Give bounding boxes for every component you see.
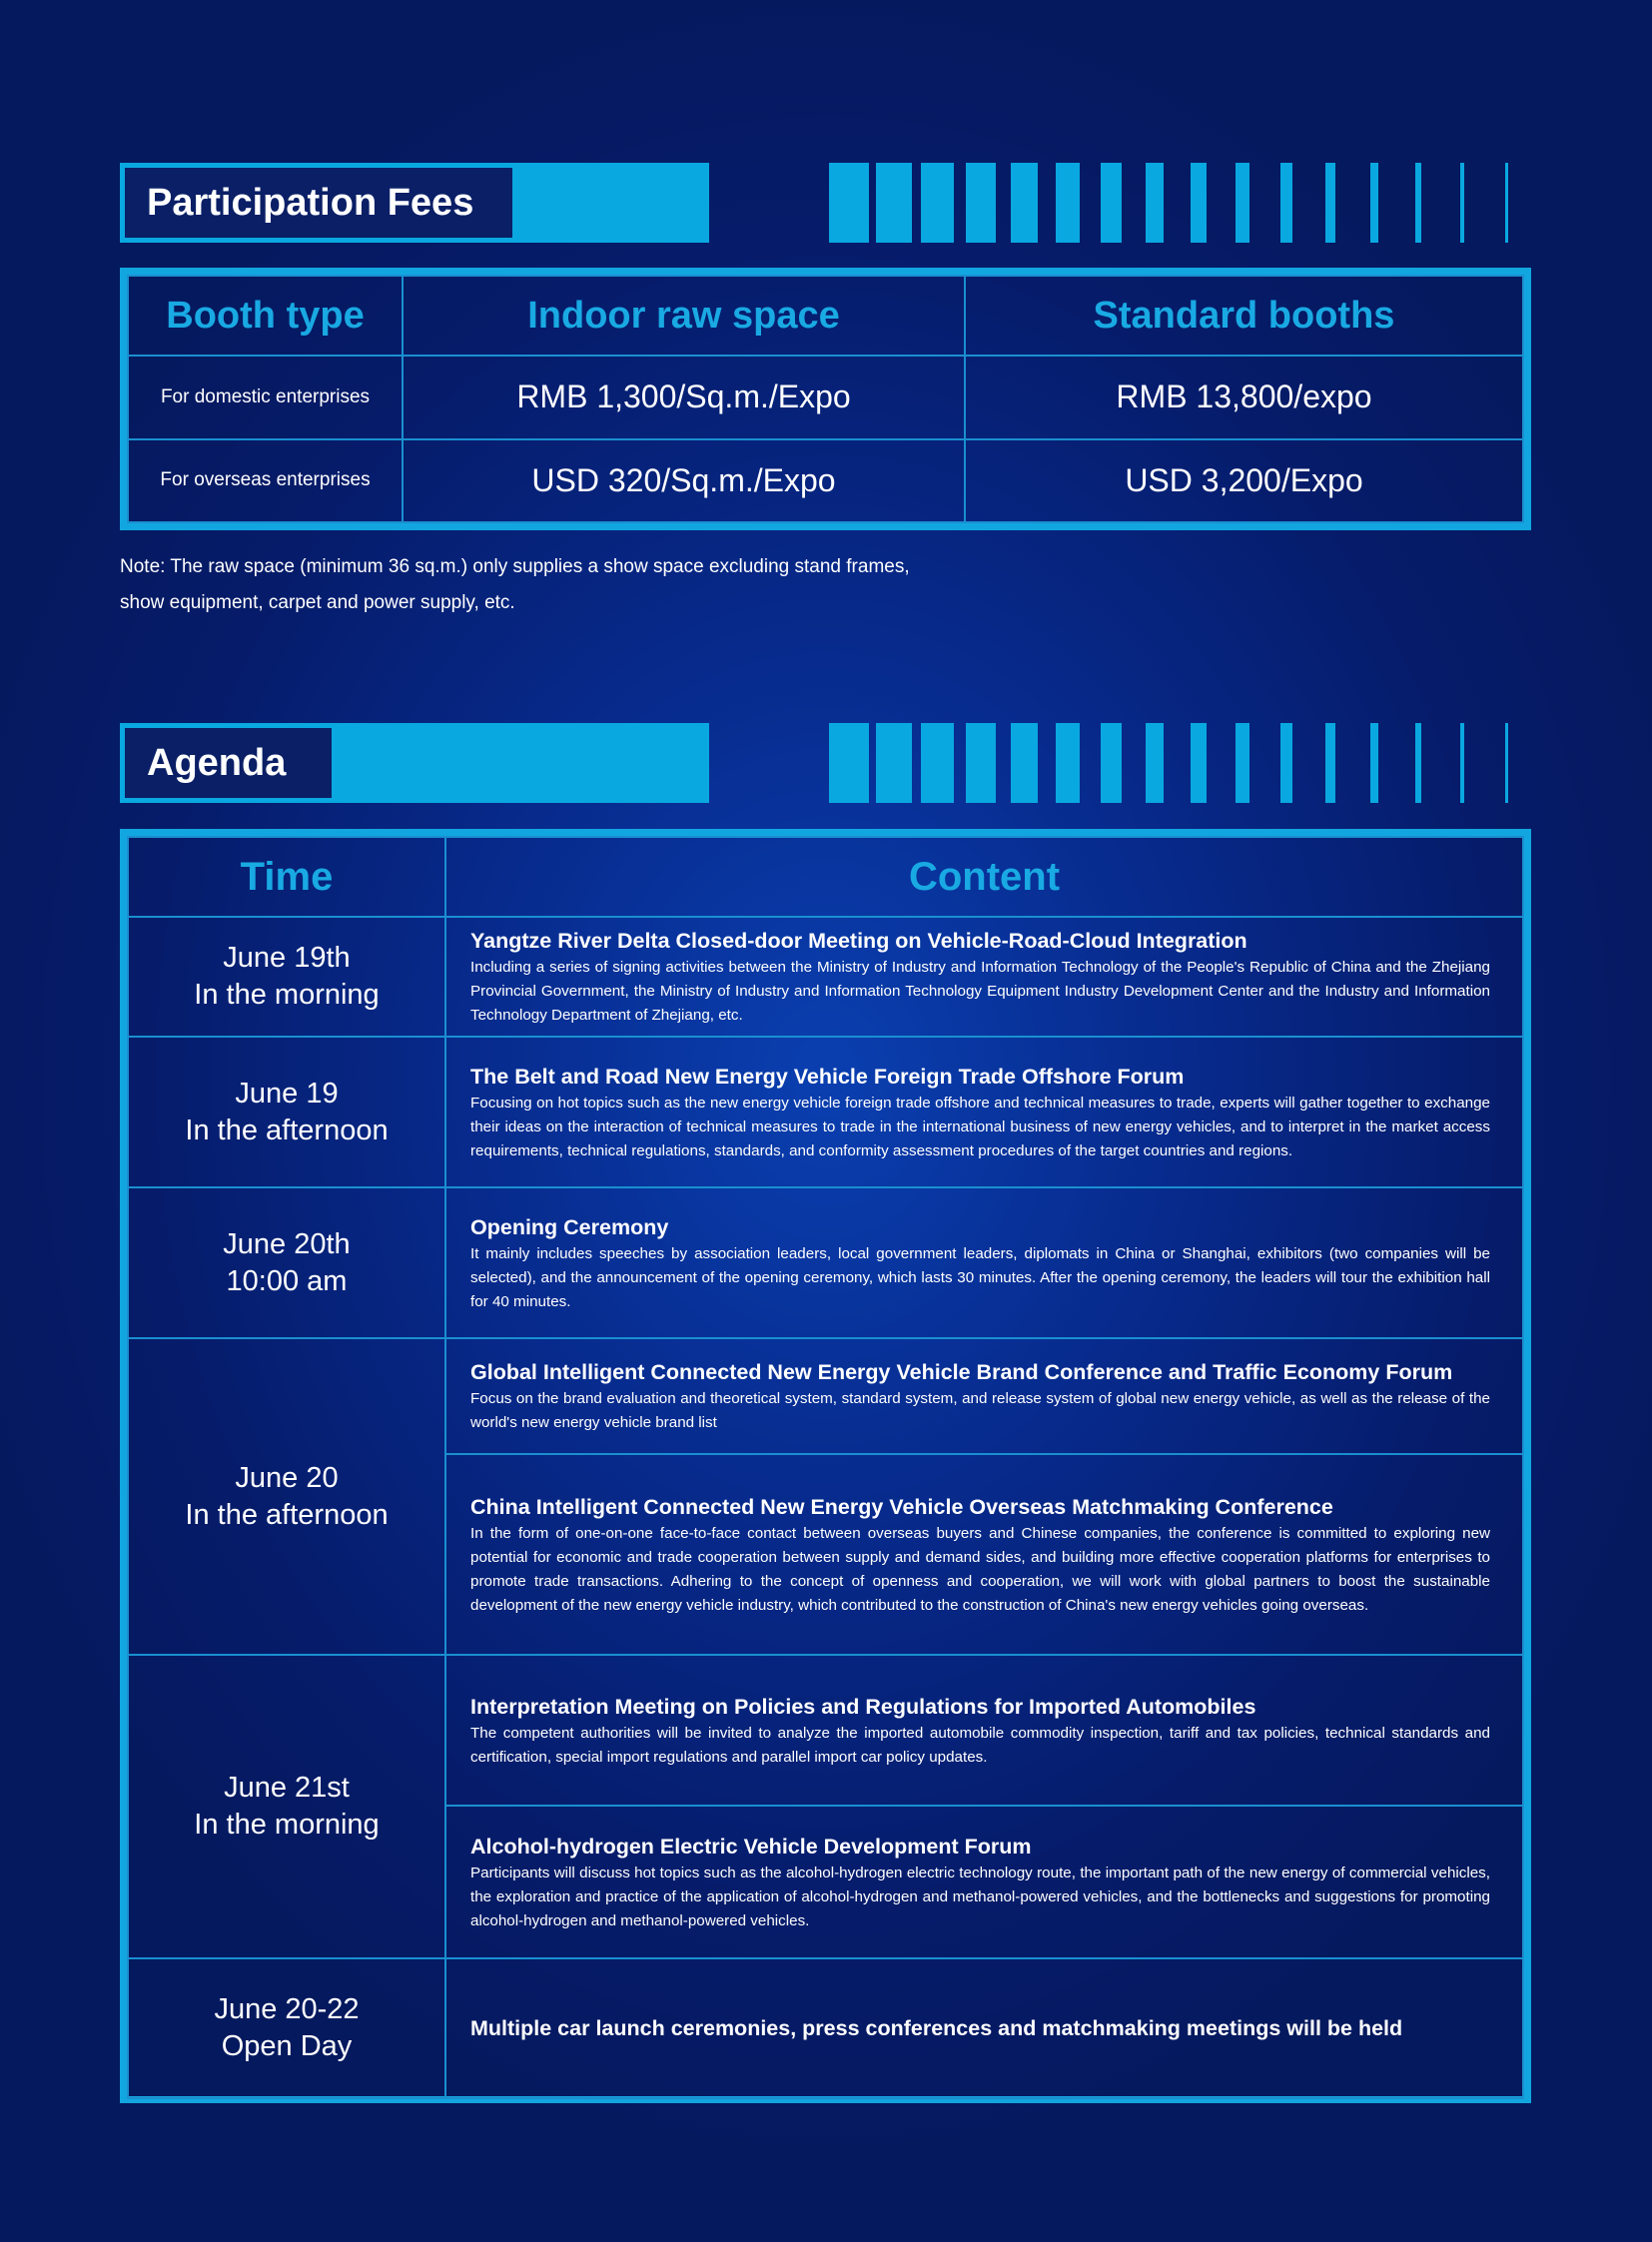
- fees-section-header: [120, 163, 1498, 243]
- agenda-section-header: [120, 723, 1498, 803]
- header-booth-type: Booth type: [128, 276, 403, 356]
- fees-row-overseas: [128, 439, 1523, 523]
- time-period: In the afternoon: [185, 1114, 389, 1146]
- time-period: In the afternoon: [185, 1498, 389, 1531]
- header-standard-booths: Standard booths: [965, 276, 1523, 356]
- event-title: Multiple car launch ceremonies, press conferences and matchmaking meetings will be held: [470, 2016, 1403, 2040]
- event-description: Participants will discuss hot topics such as the alcohol-hydrogen electric technology route, the important path of the new energy of commercial vehicles, the exploration and practice of the application of alcohol-hydrogen and methanol-powered vehicles, and the bottlenecks and suggestions for promoting alcohol-hydrogen and methanol-powered vehicles.: [470, 1864, 1490, 1929]
- time-date: June 20-22: [214, 1993, 360, 2025]
- agenda-content: [445, 1454, 1523, 1655]
- agenda-time: [128, 1037, 445, 1187]
- note-line: Note: The raw space (minimum 36 sq.m.) only supplies a show space excluding stand frames,: [120, 556, 910, 577]
- event-title: China Intelligent Connected New Energy Vehicle Overseas Matchmaking Conference: [470, 1494, 1333, 1519]
- note-line: show equipment, carpet and power supply, etc.: [120, 592, 515, 613]
- event-description: Focus on the brand evaluation and theoretical system, standard system, and release system of global new energy vehicle, as well as the release of the world's new energy vehicle brand list: [470, 1390, 1490, 1431]
- event-title: Opening Ceremony: [470, 1214, 669, 1239]
- event-title: Yangtze River Delta Closed-door Meeting on Vehicle-Road-Cloud Integration: [470, 929, 1247, 953]
- time-date: June 20: [235, 1461, 339, 1494]
- time-date: June 21st: [224, 1772, 350, 1804]
- standard-booth-price: RMB 13,800/expo: [965, 356, 1523, 439]
- agenda-row: [128, 1187, 1523, 1338]
- raw-space-price: RMB 1,300/Sq.m./Expo: [403, 356, 965, 439]
- time-date: June 19th: [223, 942, 351, 974]
- agenda-content: [445, 1655, 1523, 1806]
- agenda-row: [128, 1958, 1523, 2098]
- event-description: In the form of one-on-one face-to-face contact between overseas buyers and Chinese companies, the conference is committed to exploring new potential for economic and trade cooperation between supply and demand sides, and building more effective cooperation platforms for enterprises to promote trade transactions. Adhering to the concept of openness and cooperation, we will work with global partners to boost the sustainable development of the new energy vehicle industry, which contributed to the construction of China's new energy vehicles going overseas.: [470, 1524, 1490, 1614]
- fees-table: [120, 268, 1531, 530]
- agenda-row: [128, 1655, 1523, 1806]
- agenda-content: [445, 1806, 1523, 1958]
- event-title: The Belt and Road New Energy Vehicle Foreign Trade Offshore Forum: [470, 1064, 1185, 1089]
- event-description: Focusing on hot topics such as the new energy vehicle foreign trade offshore and technical measures to trade, experts will gather together to exchange their ideas on the interaction of technical measures to trade in the international business of new energy vehicles, and to interpret in the market access requirements, technical regulations, standards, and conformity assessment procedures of the target countries and regions.: [470, 1094, 1490, 1159]
- agenda-time: [128, 1338, 445, 1655]
- agenda-content: [445, 1958, 1523, 2098]
- time-period: Open Day: [221, 2030, 353, 2062]
- event-title: Interpretation Meeting on Policies and Regulations for Imported Automobiles: [470, 1694, 1256, 1719]
- header-indoor-raw-space: Indoor raw space: [403, 276, 965, 356]
- time-period: 10:00 am: [226, 1264, 348, 1297]
- agenda-header-row: [128, 837, 1523, 917]
- agenda-row: [128, 1338, 1523, 1454]
- agenda-row: [128, 1037, 1523, 1187]
- time-period: In the morning: [194, 979, 380, 1011]
- agenda-content: [445, 1037, 1523, 1187]
- standard-booth-price: USD 3,200/Expo: [965, 439, 1523, 523]
- fees-note: [120, 549, 1019, 621]
- fees-row-domestic: [128, 356, 1523, 439]
- event-title: Global Intelligent Connected New Energy Vehicle Brand Conference and Traffic Economy Forum: [470, 1360, 1453, 1384]
- event-description: Including a series of signing activities between the Ministry of Industry and Information Technology of the People's Republic of China and the Zhejiang Provincial Government, the Ministry of Industry and Information Technology Equipment Industry Development Center and the Industry and Information Technology Department of Zhejiang, etc.: [470, 959, 1490, 1024]
- raw-space-price: USD 320/Sq.m./Expo: [403, 439, 965, 523]
- time-date: June 19: [235, 1077, 339, 1110]
- agenda-content: [445, 1338, 1523, 1454]
- agenda-table: [120, 829, 1531, 2103]
- time-date: June 20th: [223, 1227, 351, 1260]
- agenda-time: [128, 1655, 445, 1958]
- agenda-content: [445, 917, 1523, 1037]
- row-label: For domestic enterprises: [128, 356, 403, 439]
- header-content: Content: [445, 837, 1523, 917]
- fees-header-row: [128, 276, 1523, 356]
- event-description: The competent authorities will be invited to analyze the imported automobile commodity inspection, tariff and tax policies, technical standards and certification, special import regulations and parallel import car policy updates.: [470, 1724, 1490, 1766]
- agenda-section-title: Agenda: [120, 723, 337, 803]
- fees-section-title: Participation Fees: [120, 163, 517, 243]
- header-time: Time: [128, 837, 445, 917]
- agenda-time: [128, 1958, 445, 2098]
- row-label: For overseas enterprises: [128, 439, 403, 523]
- agenda-time: [128, 917, 445, 1037]
- agenda-row: [128, 917, 1523, 1037]
- time-period: In the morning: [194, 1809, 380, 1841]
- event-description: It mainly includes speeches by association leaders, local government leaders, diplomats in China or Shanghai, exhibitors (two companies will be selected), and the announcement of the opening ceremony, which lasts 30 minutes. After the opening ceremony, the leaders will tour the exhibition hall for 40 minutes.: [470, 1244, 1490, 1310]
- agenda-time: [128, 1187, 445, 1338]
- agenda-content: [445, 1187, 1523, 1338]
- event-title: Alcohol-hydrogen Electric Vehicle Development Forum: [470, 1834, 1032, 1859]
